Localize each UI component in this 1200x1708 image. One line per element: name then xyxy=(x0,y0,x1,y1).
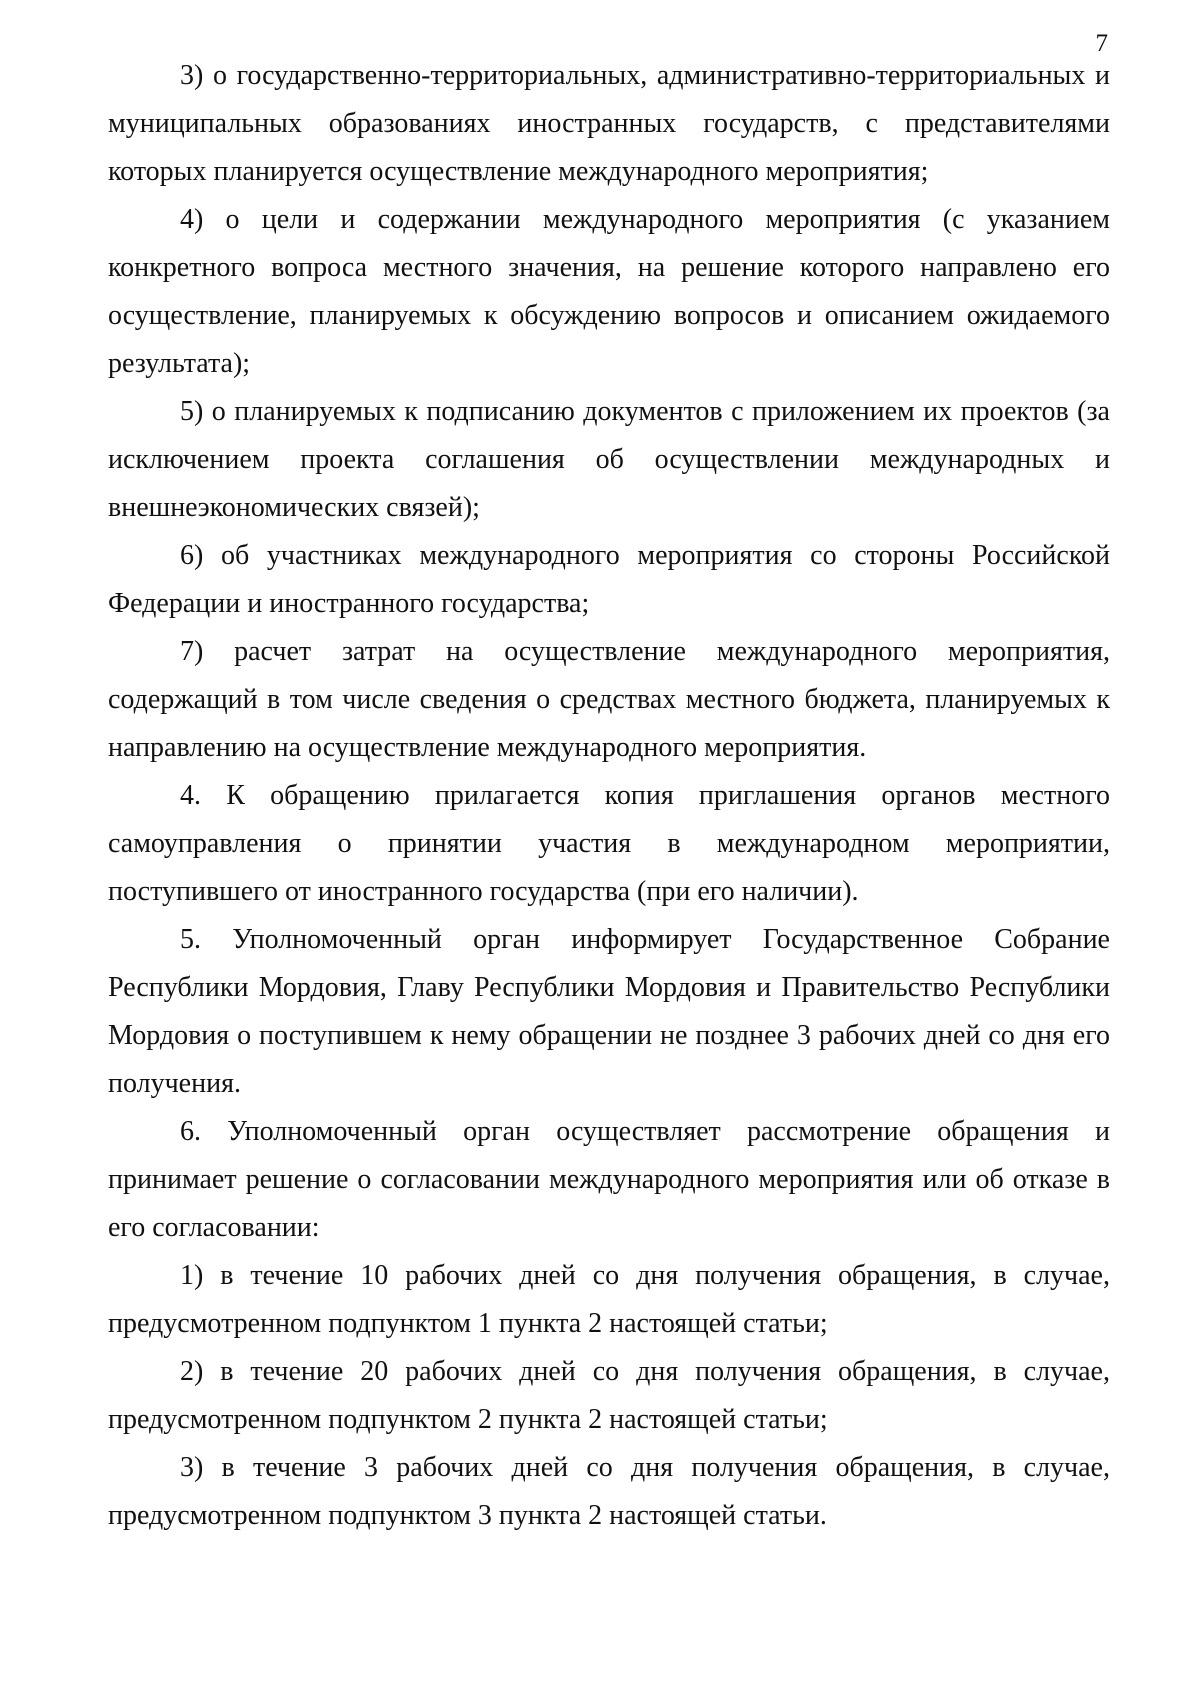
paragraph-item-7-costs: 7) расчет затрат на осуществление международного мероприятия, содержащий в том числе сведения о средствах местного бюджета, планируемых к направлению на осуществление международного мероприятия. xyxy=(108,636,1110,763)
paragraph-item-6-participants: 6) об участниках международного мероприятия со стороны Российской Федерации и иностранного государства; xyxy=(108,540,1110,619)
page-number: 7 xyxy=(1095,30,1108,57)
document-body xyxy=(108,52,1110,1540)
paragraph-subitem-1: 1) в течение 10 рабочих дней со дня получения обращения, в случае, предусмотренном подпунктом 1 пункта 2 настоящей статьи; xyxy=(108,1260,1110,1339)
paragraph-item-3-states: 3) о государственно-территориальных, административно-территориальных и муниципальных образованиях иностранных государств, с представителями которых планируется осуществление международного мероприятия; xyxy=(108,60,1110,187)
paragraph-item-4-purpose: 4) о цели и содержании международного мероприятия (с указанием конкретного вопроса местного значения, на решение которого направлено его осуществление, планируемых к обсуждению вопросов и описанием ожидаемого результата); xyxy=(108,204,1110,379)
paragraph-item-5-documents: 5) о планируемых к подписанию документов с приложением их проектов (за исключением проекта соглашения об осуществлении международных и внешнеэкономических связей); xyxy=(108,396,1110,523)
paragraph-subitem-2: 2) в течение 20 рабочих дней со дня получения обращения, в случае, предусмотренном подпунктом 2 пункта 2 настоящей статьи; xyxy=(108,1356,1110,1435)
paragraph-subitem-3: 3) в течение 3 рабочих дней со дня получения обращения, в случае, предусмотренном подпунктом 3 пункта 2 настоящей статьи. xyxy=(108,1452,1110,1531)
paragraph-clause-4: 4. К обращению прилагается копия приглашения органов местного самоуправления о принятии участия в международном мероприятии, поступившего от иностранного государства (при его наличии). xyxy=(108,780,1110,907)
paragraph-clause-6: 6. Уполномоченный орган осуществляет рассмотрение обращения и принимает решение о согласовании международного мероприятия или об отказе в его согласовании: xyxy=(108,1116,1110,1243)
paragraph-clause-5: 5. Уполномоченный орган информирует Государственное Собрание Республики Мордовия, Главу Республики Мордовия и Правительство Республики Мордовия о поступившем к нему обращении не позднее 3 рабочих дней со дня его получения. xyxy=(108,924,1110,1099)
